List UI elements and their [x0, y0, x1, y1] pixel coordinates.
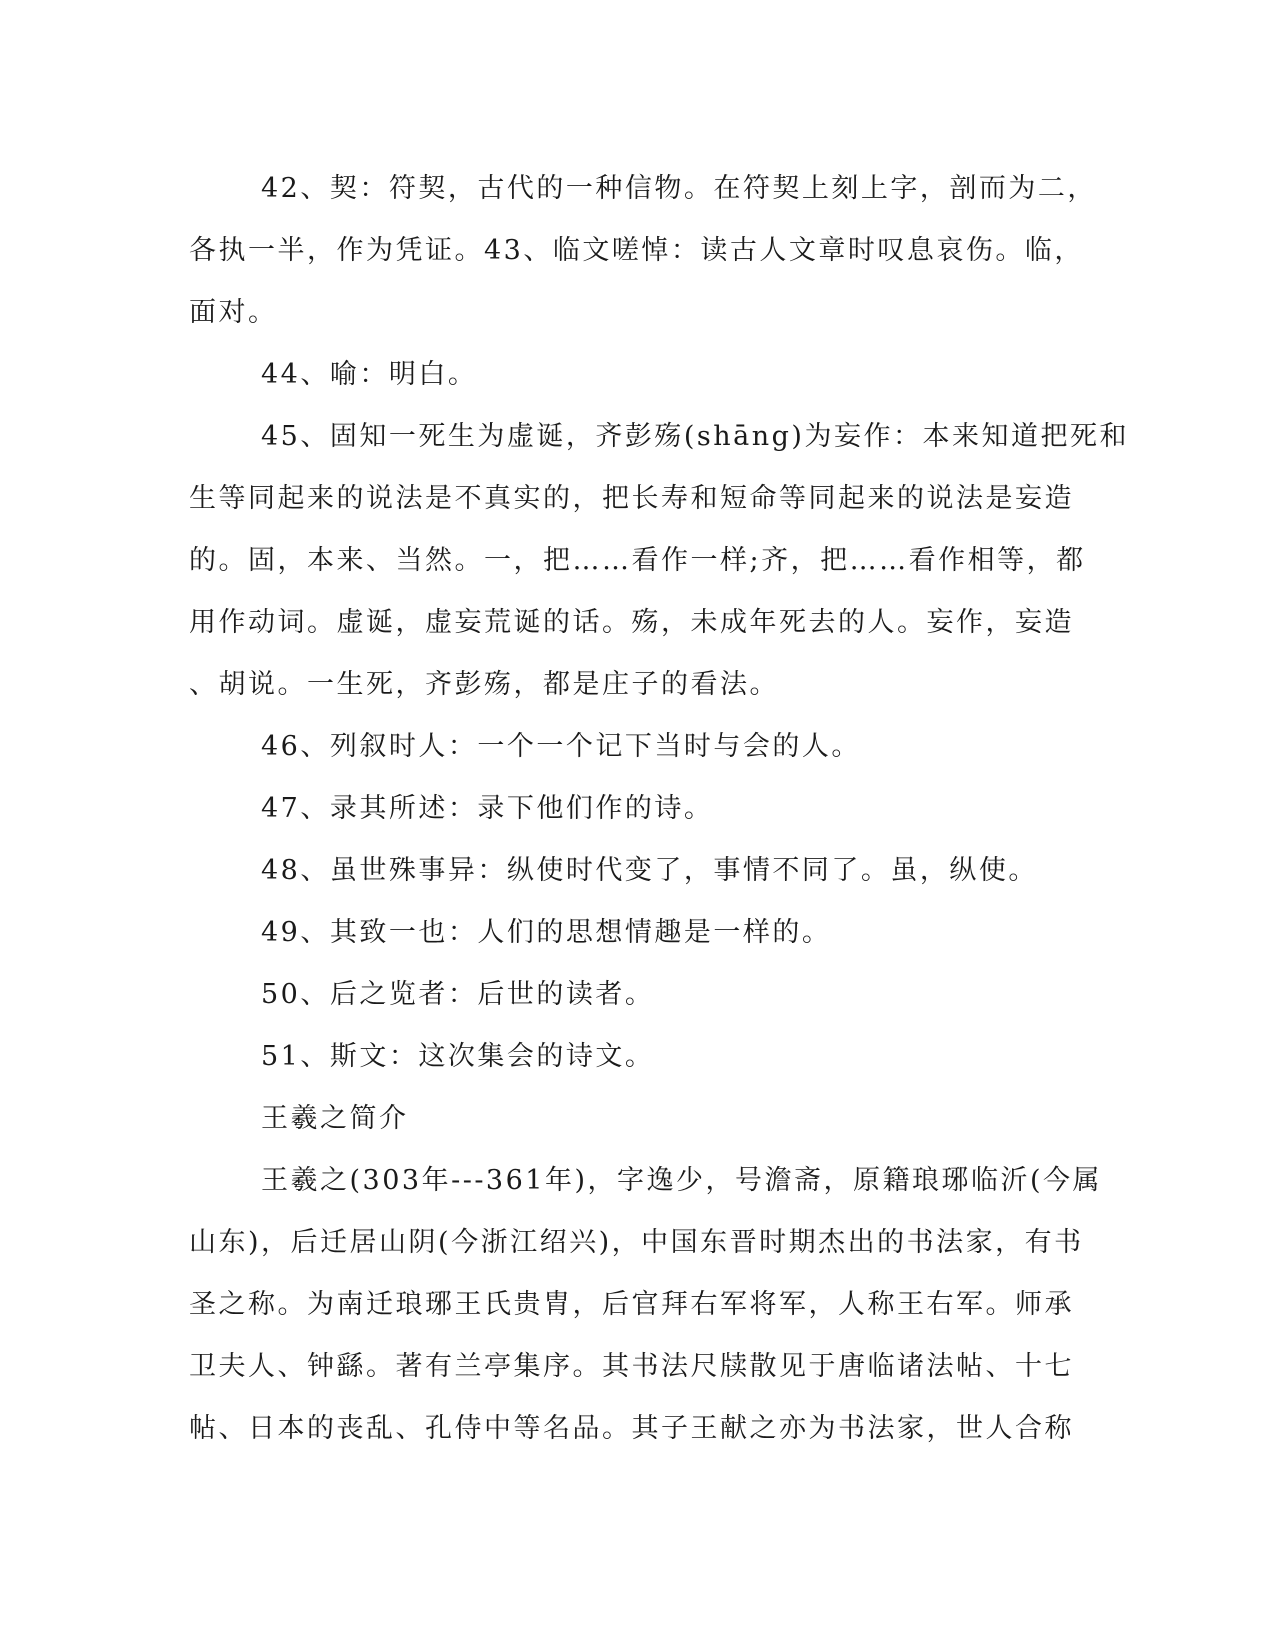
text-line: 42、契：符契，古代的一种信物。在符契上刻上字，剖而为二， [261, 173, 1097, 204]
text-line: 圣之称。为南迁琅琊王氏贵胄，后官拜右军将军，人称王右军。师承 [189, 1289, 1074, 1320]
text-line: 帖、日本的丧乱、孔侍中等名品。其子王献之亦为书法家，世人合称 [189, 1413, 1074, 1444]
text-line: 山东)，后迁居山阴(今浙江绍兴)，中国东晋时期杰出的书法家，有书 [189, 1227, 1084, 1258]
text-line: 各执一半，作为凭证。43、临文嗟悼：读古人文章时叹息哀伤。临， [189, 235, 1084, 266]
document-body [189, 158, 1129, 1460]
section-heading: 王羲之简介 [261, 1103, 409, 1134]
text-line: 45、固知一死生为虚诞，齐彭殇(shāng)为妄作：本来知道把死和 [261, 421, 1129, 452]
text-line: 用作动词。虚诞，虚妄荒诞的话。殇，未成年死去的人。妄作，妄造 [189, 607, 1074, 638]
text-line: 生等同起来的说法是不真实的，把长寿和短命等同起来的说法是妄造 [189, 483, 1074, 514]
text-line: 51、斯文：这次集会的诗文。 [261, 1041, 655, 1072]
text-line: 的。固，本来、当然。一，把……看作一样;齐，把……看作相等，都 [189, 545, 1086, 576]
text-line: 48、虽世殊事异：纵使时代变了，事情不同了。虽，纵使。 [261, 855, 1038, 886]
text-line: 46、列叙时人：一个一个记下当时与会的人。 [261, 731, 861, 762]
text-line: 47、录其所述：录下他们作的诗。 [261, 793, 714, 824]
text-line: 49、其致一也：人们的思想情趣是一样的。 [261, 917, 832, 948]
text-line: 面对。 [189, 297, 278, 328]
text-line: 王羲之(303年---361年)，字逸少，号澹斋，原籍琅琊临沂(今属 [261, 1165, 1103, 1196]
text-line: 50、后之览者：后世的读者。 [261, 979, 655, 1010]
text-line: 、胡说。一生死，齐彭殇，都是庄子的看法。 [189, 669, 779, 700]
text-line: 44、喻：明白。 [261, 359, 478, 390]
text-line: 卫夫人、钟繇。著有兰亭集序。其书法尺牍散见于唐临诸法帖、十七 [189, 1351, 1074, 1382]
